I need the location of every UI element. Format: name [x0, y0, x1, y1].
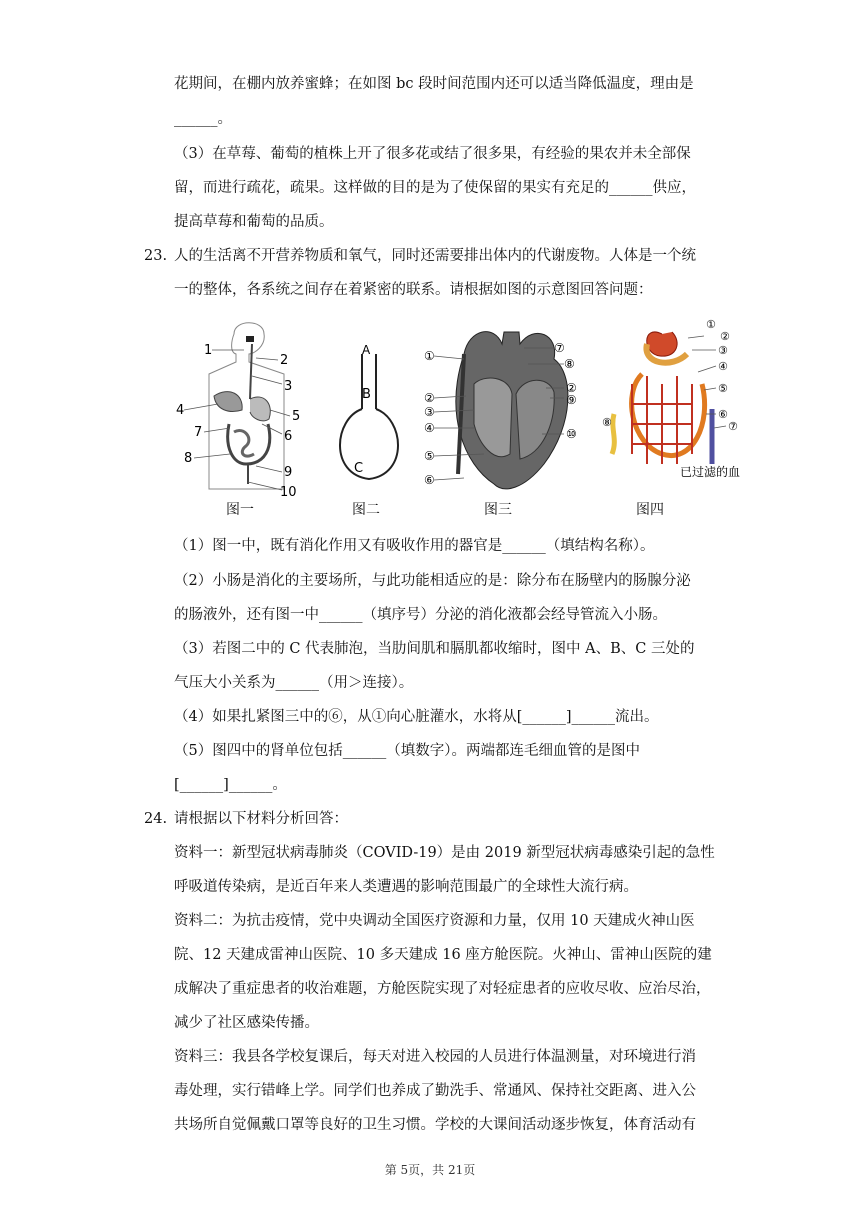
fig1-label: 6: [284, 429, 293, 444]
text-line: （3）在草莓、葡萄的植株上开了很多花或结了很多果，有经验的果农并未全部保: [174, 146, 691, 162]
text-line: ______。: [174, 111, 232, 127]
material-line: 呼吸道传染病，是近百年来人类遭遇的影响范围最广的全球性大流行病。: [174, 879, 638, 895]
material-line: 减少了社区感染传播。: [174, 1015, 319, 1031]
fig3-label: ⑧: [564, 357, 575, 371]
fig1-label: 5: [292, 409, 301, 424]
fig3-label: ⑩: [566, 427, 577, 441]
fig1-label: 8: [184, 451, 193, 466]
fig4-note: 已过滤的血: [680, 465, 741, 479]
fig2-label: C: [354, 461, 364, 476]
figure-1-caption: 图一: [226, 502, 254, 518]
fig2-label: A: [362, 343, 371, 357]
fig4-label: ⑤: [718, 382, 728, 395]
material-line: 共场所自觉佩戴口罩等良好的卫生习惯。学校的大课间活动逐步恢复，体育活动有: [174, 1117, 696, 1133]
page-footer: 第 5页，共 21页: [384, 1163, 476, 1177]
text-line: 花期间，在棚内放养蜜蜂；在如图 bc 段时间范围内还可以适当降低温度，理由是: [174, 76, 694, 92]
figure-3-heart: [424, 314, 604, 514]
text-line: 留，而进行疏花，疏果。这样做的目的是为了使保留的果实有充足的______供应，: [174, 180, 696, 196]
question-number: 23.: [144, 248, 168, 264]
fig3-label: ⑤: [424, 449, 435, 463]
question-intro: 一的整体，各系统之间存在着紧密的联系。请根据如图的示意图回答问题：: [174, 282, 653, 298]
fig2-label: B: [362, 387, 371, 402]
sub-question: [______]______。: [174, 777, 287, 793]
fig3-label: ③: [424, 405, 435, 419]
fig4-label: ③: [718, 344, 728, 357]
fig1-label: 10: [280, 485, 297, 500]
sub-question: 的肠液外，还有图一中______（填序号）分泌的消化液都会经导管流入小肠。: [174, 607, 667, 623]
sub-question: （3）若图二中的 C 代表肺泡，当肋间肌和膈肌都收缩时，图中 A、B、C 三处的: [174, 641, 695, 657]
fig3-label: ⑨: [566, 393, 577, 407]
fig3-label: ④: [424, 421, 435, 435]
text-line: 提高草莓和葡萄的品质。: [174, 214, 334, 230]
fig1-label: 1: [204, 343, 213, 358]
material-line: 毒处理，实行错峰上学。同学们也养成了勤洗手、常通风、保持社交距离、进入公: [174, 1083, 696, 1099]
fig1-label: 3: [284, 379, 293, 394]
sub-question: （2）小肠是消化的主要场所，与此功能相适应的是：除分布在肠壁内的肠腺分泌: [174, 573, 691, 589]
figure-2-lung-model: [324, 314, 424, 514]
sub-question: （5）图四中的肾单位包括______（填数字）。两端都连毛细血管的是图中: [174, 743, 640, 759]
material-line: 资料一：新型冠状病毒肺炎（COVID-19）是由 2019 新型冠状病毒感染引起的急性: [174, 845, 715, 861]
fig4-label: ①: [706, 318, 716, 331]
material-line: 资料二：为抗击疫情，党中央调动全国医疗资源和力量，仅用 10 天建成火神山医: [174, 913, 695, 929]
fig1-label: 2: [280, 353, 289, 368]
figure-1-digestive-system: [174, 314, 314, 514]
fig3-label: ②: [424, 391, 435, 405]
sub-question: （4）如果扎紧图三中的⑥，从①向心脏灌水，水将从[______]______流出。: [174, 709, 659, 725]
fig3-label: ⑦: [554, 341, 565, 355]
fig4-label: ⑥: [718, 408, 728, 421]
figure-4-nephron: [602, 314, 774, 514]
fig4-label: ⑧: [602, 416, 612, 429]
fig3-label: ⑥: [424, 473, 435, 487]
figure-2-caption: 图二: [352, 502, 380, 518]
fig1-label: 4: [176, 403, 185, 418]
fig4-label: ④: [718, 360, 728, 373]
question-number: 24.: [144, 811, 168, 827]
figure-3-caption: 图三: [484, 502, 512, 518]
fig1-label: 7: [194, 425, 203, 440]
question-intro: 请根据以下材料分析回答：: [174, 811, 348, 827]
sub-question: 气压大小关系为______（用＞连接）。: [174, 675, 414, 691]
figure-group: [174, 314, 774, 524]
question-intro: 人的生活离不开营养物质和氧气，同时还需要排出体内的代谢废物。人体是一个统: [174, 248, 696, 264]
fig3-label: ①: [424, 349, 435, 363]
fig4-label: ②: [720, 330, 730, 343]
fig3-label: ②: [566, 381, 577, 395]
material-line: 院、12 天建成雷神山医院、10 多天建成 16 座方舱医院。火神山、雷神山医院的建: [174, 947, 712, 963]
material-line: 资料三：我县各学校复课后，每天对进入校园的人员进行体温测量，对环境进行消: [174, 1049, 696, 1065]
fig4-label: ⑦: [728, 420, 738, 433]
sub-question: （1）图一中，既有消化作用又有吸收作用的器官是______（填结构名称）。: [174, 538, 655, 554]
fig1-label: 9: [284, 465, 293, 480]
figure-4-caption: 图四: [636, 502, 664, 518]
material-line: 成解决了重症患者的收治难题，方舱医院实现了对轻症患者的应收尽收、应治尽治，: [174, 981, 711, 997]
